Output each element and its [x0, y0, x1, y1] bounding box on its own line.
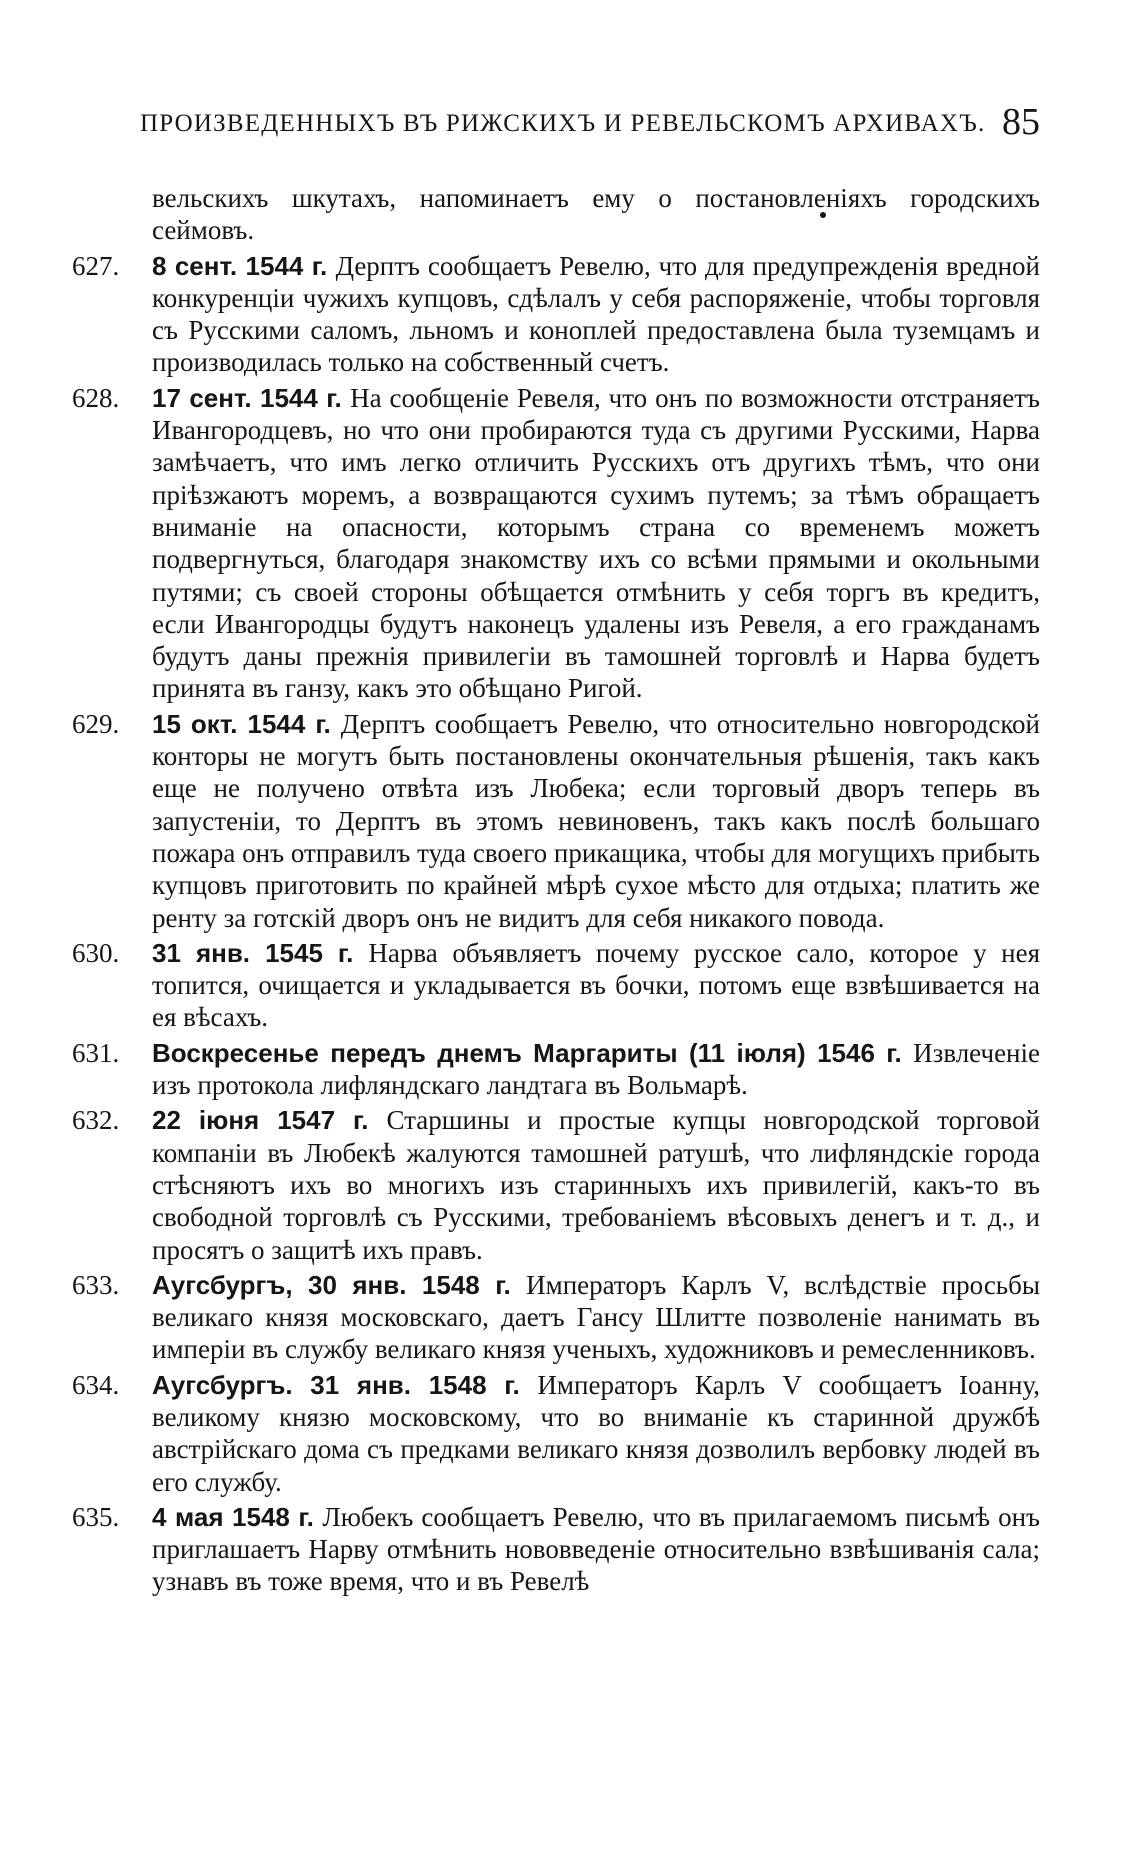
entry-number: 633.: [72, 1269, 120, 1300]
entry-date: 31 янв. 1545 г.: [152, 937, 369, 968]
entry-number: 630.: [72, 937, 120, 968]
entry-date: 17 сент. 1544 г.: [152, 382, 351, 413]
entry-date: 22 іюня 1547 г.: [152, 1105, 387, 1136]
running-title: ПРОИЗВЕДЕННЫХЪ ВЪ РИЖСКИХЪ И РЕВЕЛЬСКОМЪ АРХИВАХЪ.: [140, 110, 986, 137]
entry-number: 628.: [72, 382, 120, 413]
entry-text: Нарва объявляетъ почему русское сало, которое у нея топится, очищается и укладывается въ бочки, потомъ еще взвѣшивается на ея вѣсахъ.: [152, 937, 1040, 1033]
page-number: 85: [1002, 101, 1040, 143]
entry-634: [72, 1369, 1040, 1498]
entry-text: Извлеченіе изъ протокола лифляндскаго ландтага въ Вольмарѣ.: [152, 1037, 1040, 1101]
entry-number: 635.: [72, 1501, 120, 1532]
running-header: [140, 101, 1040, 152]
entry-number: 631.: [72, 1037, 120, 1068]
entry-633: [72, 1269, 1040, 1366]
entry-628: [72, 382, 1040, 705]
entry-text: Любекъ сообщаетъ Ревелю, что въ прилагаемомъ письмѣ онъ приглашаетъ Нарву отмѣнить нововведеніе относительно взвѣшиванія сала; узнавъ въ тоже время, что и въ Ревелѣ: [152, 1501, 1040, 1597]
entry-text: Императоръ Карлъ V сообщаетъ Іоанну, великому князю московскому, что во вниманіе къ старинной дружбѣ австрійскаго дома съ предками великаго князя дозволилъ вербовку людей въ его службу.: [152, 1369, 1040, 1497]
entry-number: 632.: [72, 1105, 120, 1136]
entry-number: 627.: [72, 250, 120, 281]
body-text: [72, 182, 1040, 1601]
entry-630: [72, 937, 1040, 1034]
entry-629: [72, 708, 1040, 934]
entry-date: 15 окт. 1544 г.: [152, 708, 341, 739]
entry-date: Воскресенье передъ днемъ Маргариты (11 іюля) 1546 г.: [152, 1037, 914, 1068]
entry-text: Старшины и простые купцы новгородской торговой компаніи въ Любекѣ жалуются тамошней ратушѣ, что лифляндскіе города стѣсняютъ ихъ во многихъ изъ старинныхъ ихъ привилегій, какъ-то въ свободной торговлѣ съ Русскими, требованіемъ вѣсовыхъ денегъ и т. д., и просятъ о защитѣ ихъ правъ.: [152, 1105, 1040, 1265]
entry-date: Аугсбургъ. 31 янв. 1548 г.: [152, 1369, 538, 1400]
entry-date: Аугсбургъ, 30 янв. 1548 г.: [152, 1269, 527, 1300]
entry-text: Императоръ Карлъ V, вслѣдствіе просьбы великаго князя московскаго, даетъ Гансу Шлитте позволеніе нанимать въ имперіи въ службу великаго князя ученыхъ, художниковъ и ремесленниковъ.: [152, 1269, 1040, 1365]
entry-date: 4 мая 1548 г.: [152, 1501, 323, 1532]
entry-number: 629.: [72, 708, 120, 739]
entry-632: [72, 1104, 1040, 1265]
entry-number: 634.: [72, 1369, 120, 1400]
continuation-paragraph: вельскихъ шкутахъ, напоминаетъ ему о постановленіяхъ городскихъ сеймовъ.: [152, 183, 1040, 246]
entry-text: Дерптъ сообщаетъ Ревелю, что относительно новгородской конторы не могутъ быть постановлены окончательныя рѣшенія, такъ какъ еще не получено отвѣта изъ Любека; если торговый дворъ теперь въ запустеніи, то Дерптъ въ этомъ невиновенъ, такъ какъ послѣ большаго пожара онъ отправилъ туда своего прикащика, чтобы для могущихъ прибыть купцовъ приготовить по крайней мѣрѣ сухое мѣсто для отдыха; платить же ренту за готскій дворъ онъ не видитъ для себя никакого повода.: [152, 708, 1041, 933]
entry-text: Дерптъ сообщаетъ Ревелю, что для предупрежденія вредной конкуренціи чужихъ купцовъ, сдѣлалъ у себя распоряженіе, чтобы торговля съ Русскими саломъ, льномъ и коноплей предоставлена была туземцамъ и производилась только на собственный счетъ.: [152, 250, 1040, 378]
entry-text: На сообщеніе Ревеля, что онъ по возможности отстраняетъ Ивангородцевъ, но что они пробираются туда съ другими Русскими, Нарва замѣчаетъ, что имъ легко отличить Русскихъ отъ другихъ тѣмъ, что они пріѣзжаютъ моремъ, а возвращаются сухимъ путемъ; за тѣмъ обращаетъ вниманіе на опасности, которымъ страна со временемъ можетъ подвергнуться, благодаря знакомству ихъ со всѣми прямыми и окольными путями; съ своей стороны обѣщается отмѣнить у себя торгъ въ кредитъ, если Ивангородцы будутъ наконецъ удалены изъ Ревеля, а его гражданамъ будутъ даны прежнія привилегіи въ тамошней торговлѣ и Нарва будетъ принята въ ганзу, какъ это обѣщано Ригой.: [152, 382, 1040, 704]
entry-635: [72, 1501, 1040, 1598]
entry-date: 8 сент. 1544 г.: [152, 250, 336, 281]
entry-631: [72, 1037, 1040, 1102]
entry-627: [72, 250, 1040, 379]
